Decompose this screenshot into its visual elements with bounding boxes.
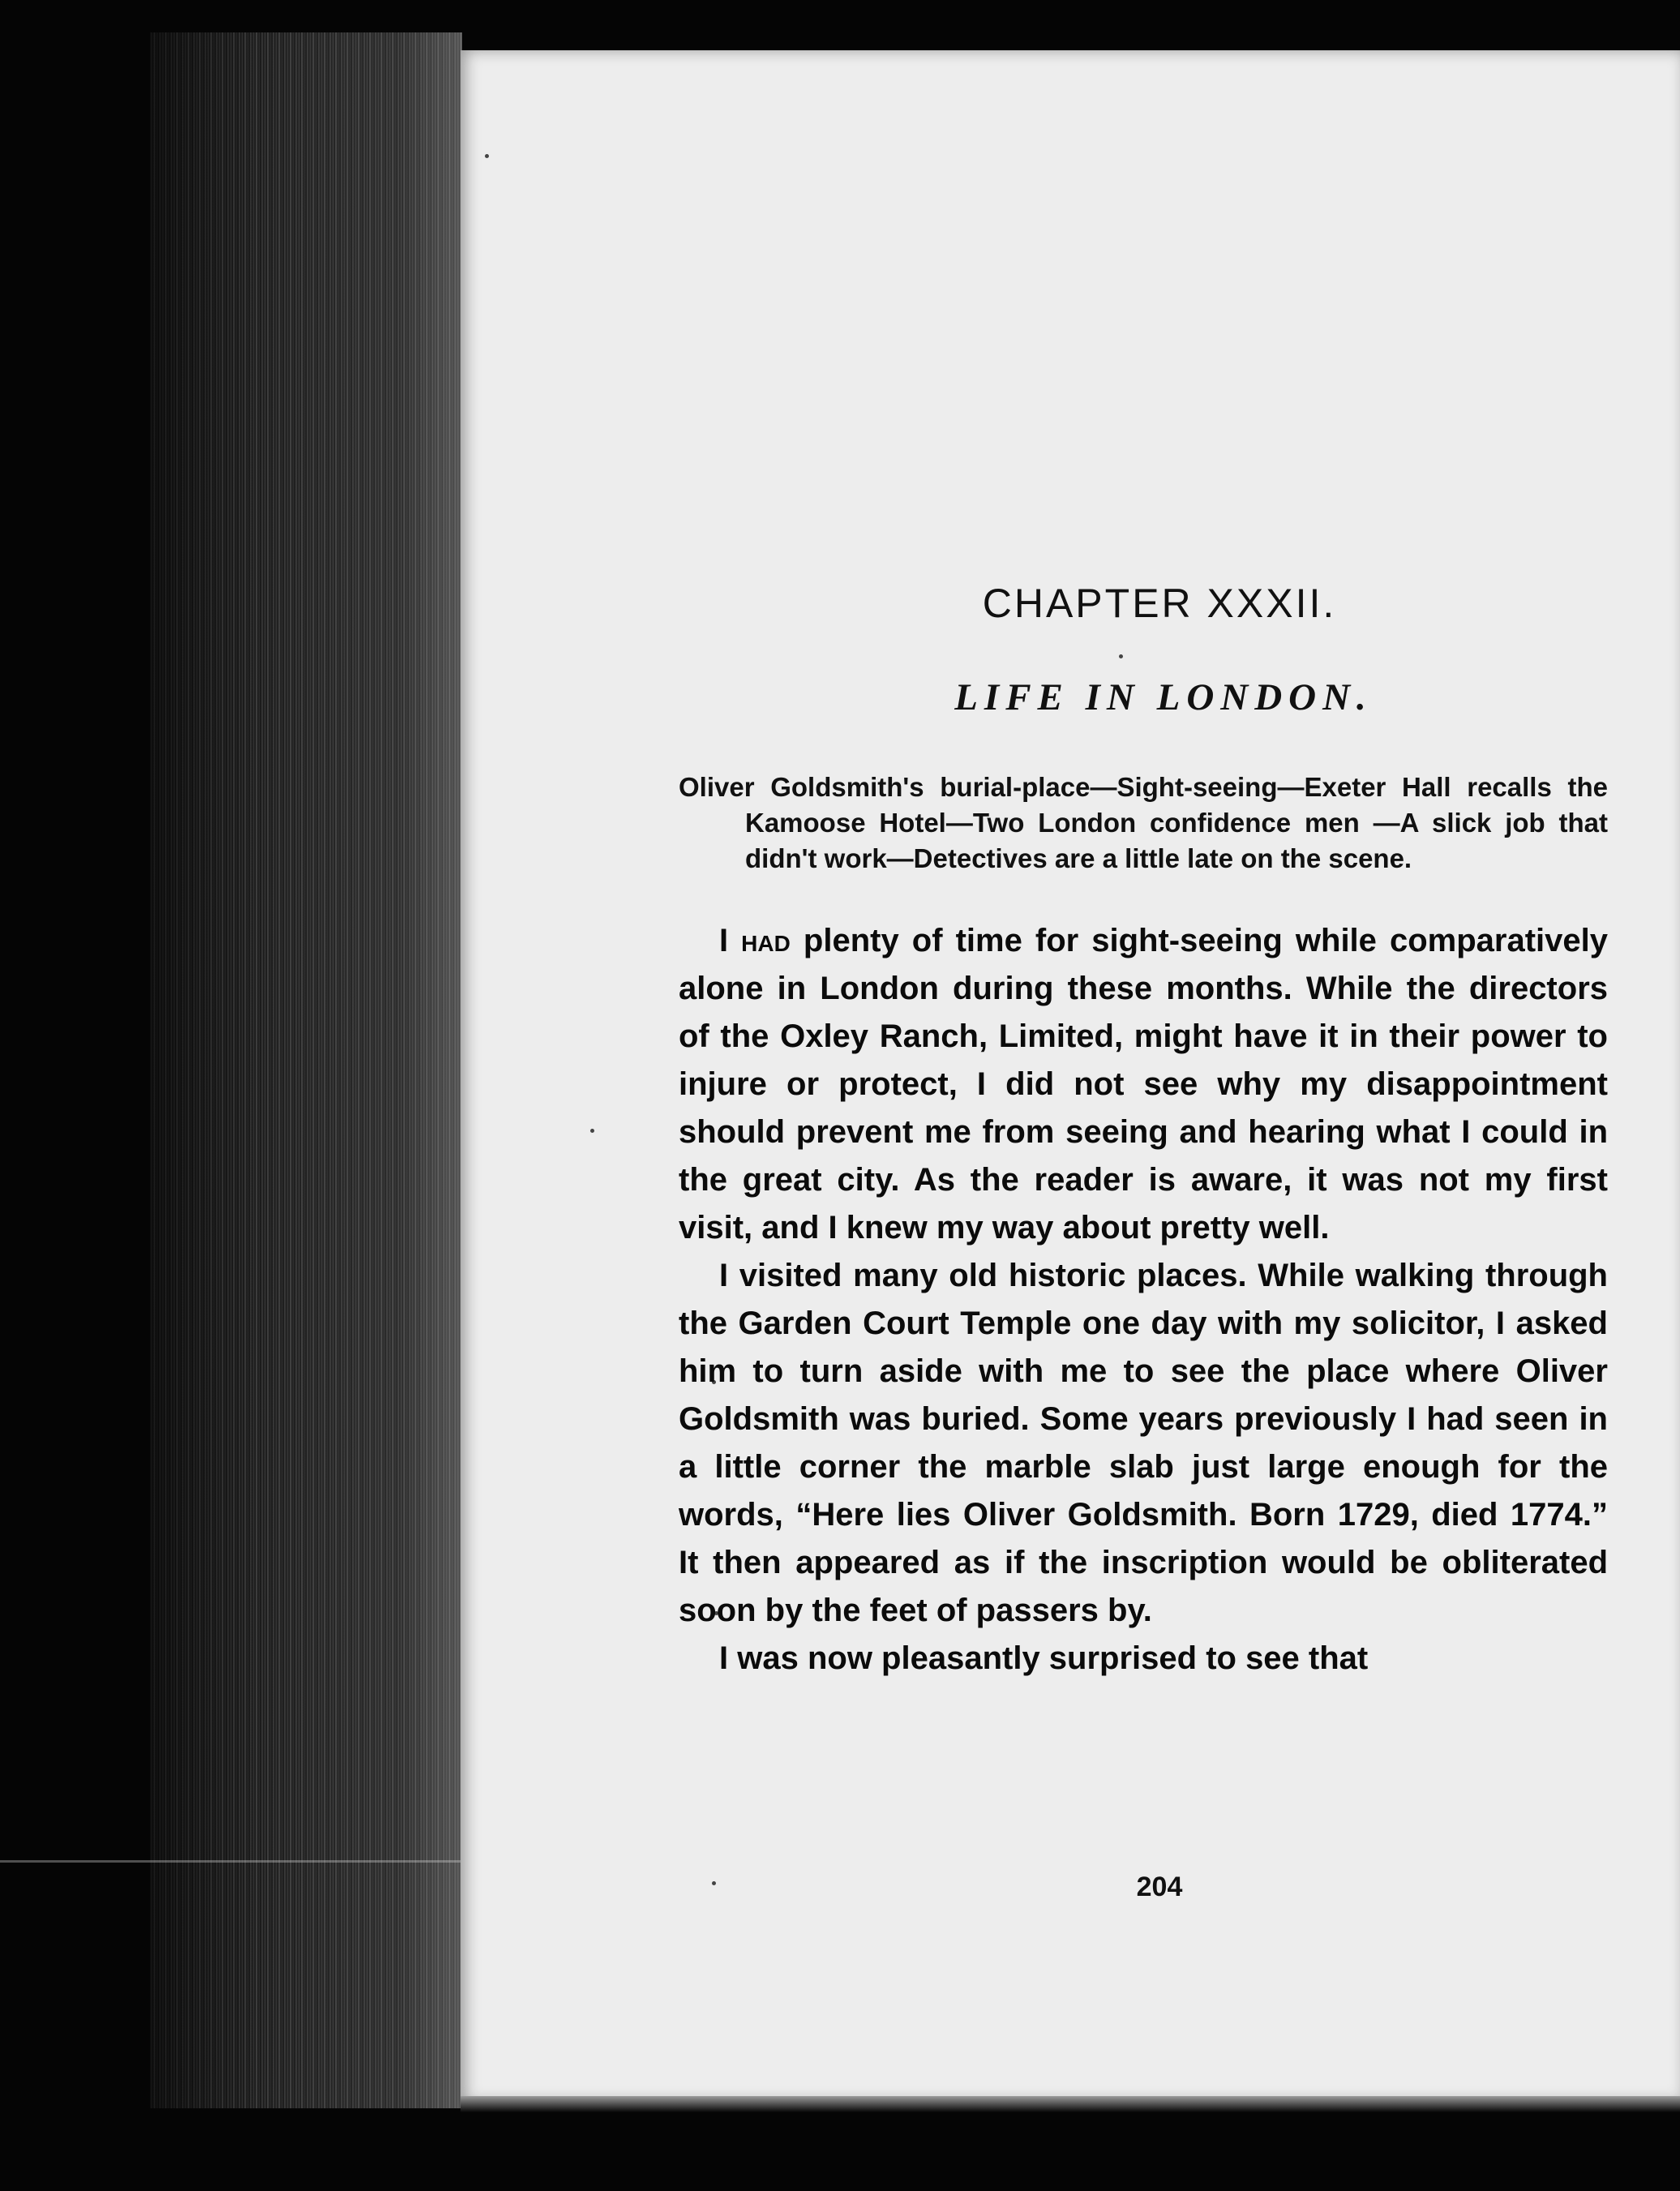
body-paragraph: I visited many old historic places. While walking through the Garden Court Temple one day with my solicitor, I asked him to turn aside with me to see the place where Oliver Goldsmith was buried. Some years previously I had seen in a little corner the marble slab just large enough for the words, “Here lies Oliver Goldsmith. Born 1729, died 1774.” It then appeared as if the inscription would be obliterated soon by the feet of passers by.	[679, 1258, 1608, 1628]
chapter-body	[679, 917, 1608, 1683]
book-page-edges	[150, 32, 462, 2108]
paper-speck	[590, 1129, 594, 1133]
paper-speck	[712, 1881, 716, 1885]
scan-artifact-line	[0, 1860, 462, 1863]
paper-speck	[485, 154, 489, 158]
chapter-title: LIFE IN LONDON.	[954, 676, 1373, 718]
chapter-summary: Oliver Goldsmith's burial-place—Sight-seeing—Exeter Hall recalls the Kamoose Hotel—Two London confidence men —A slick job that didn't work—Detectives are a little late on the scene.	[679, 772, 1608, 873]
lead-word: I had	[719, 923, 791, 958]
chapter-heading: CHAPTER XXXII.	[982, 581, 1337, 626]
body-paragraph-text: plenty of time for sight-seeing while comparatively alone in London during these months. While the directors of the Oxley Ranch, Limited, might have it in their power to injure or protect, I did not see why my disappointment should prevent me from seeing and hearing what I could in the great city. As the reader is aware, it was not my first visit, and I knew my way about pretty well.	[679, 923, 1608, 1246]
body-paragraph: I was now pleasantly surprised to see that	[719, 1640, 1369, 1676]
body-paragraph	[679, 917, 1608, 1252]
page-number: 204	[1136, 1872, 1183, 1902]
page-bottom-shadow	[461, 2096, 1680, 2112]
page-text-block	[679, 580, 1608, 1683]
